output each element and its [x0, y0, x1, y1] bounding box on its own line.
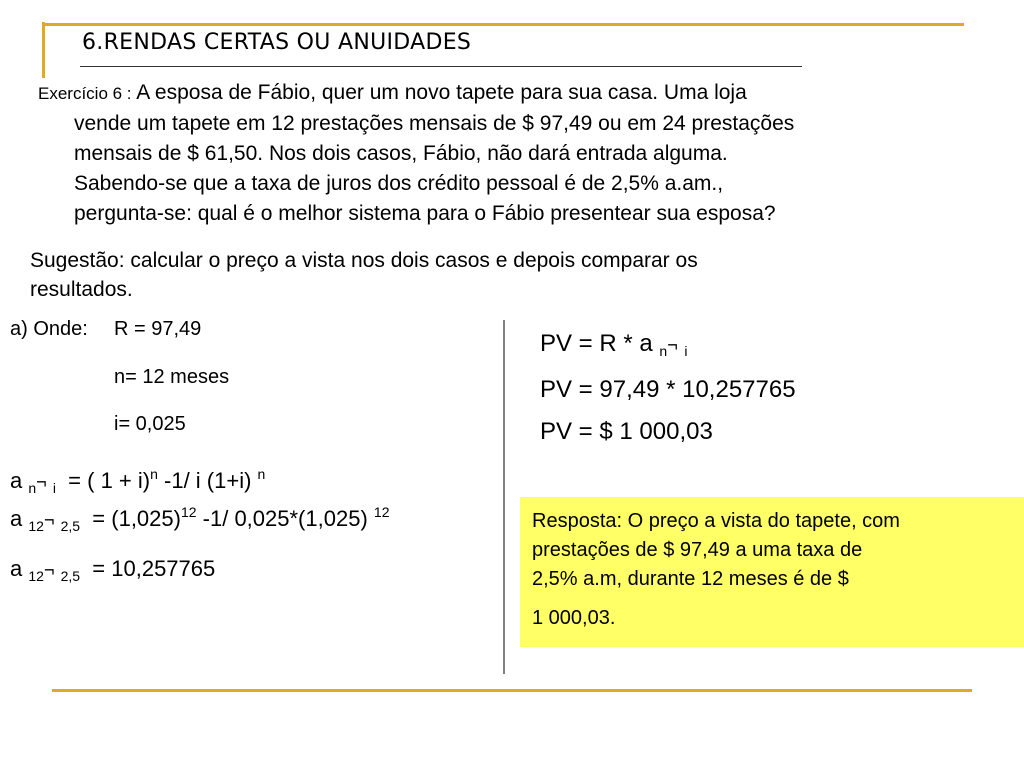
formula-subscript: i: [684, 343, 688, 359]
answer-line: Resposta: O preço a vista do tapete, com: [532, 510, 900, 532]
title-underline: [80, 66, 802, 67]
exercise-text-line: vende um tapete em 12 prestações mensais de $ 97,49 ou em 24 prestações: [74, 112, 795, 135]
pv-formula: [540, 330, 688, 358]
exercise-label: Exercício 6 :: [38, 84, 132, 103]
gold-top-rule: [42, 23, 964, 26]
formula-subscript: n: [659, 343, 668, 359]
gold-bottom-rule: [52, 689, 972, 692]
formula-rhs: -1/ 0,025*(1,025): [196, 506, 368, 531]
pv-formula-main: PV = R * a: [540, 330, 653, 357]
slide-title: 6.RENDAS CERTAS OU ANUIDADES: [82, 30, 472, 55]
formula-subscript: 2,5: [60, 518, 81, 534]
angle-symbol: ¬: [36, 472, 47, 492]
suggestion-text: [30, 246, 890, 304]
suggestion-line: resultados.: [30, 278, 133, 301]
gold-left-rule: [42, 22, 45, 78]
pv-substitution: PV = 97,49 * 10,257765: [540, 376, 796, 403]
answer-line: 1 000,03.: [532, 607, 616, 629]
exercise-text-line: A esposa de Fábio, quer um novo tapete para sua casa. Uma loja: [136, 81, 747, 104]
pv-result: PV = $ 1 000,03: [540, 418, 713, 445]
exercise-text-line: pergunta-se: qual é o melhor sistema para o Fábio presentear sua esposa?: [74, 202, 776, 225]
given-i-value: i= 0,025: [114, 413, 186, 435]
annuity-formula-result: [10, 556, 215, 582]
formula-subscript: 2,5: [60, 568, 81, 584]
answer-box: [520, 497, 1024, 647]
formula-superscript: 12: [373, 504, 390, 520]
angle-symbol: ¬: [43, 560, 55, 580]
formula-symbol: a: [10, 506, 23, 531]
annuity-formula-substituted: [10, 506, 389, 532]
formula-rhs: = (1,025): [92, 506, 181, 531]
formula-rhs: = ( 1 + i): [68, 468, 151, 493]
exercise-text-line: mensais de $ 61,50. Nos dois casos, Fábio, não dará entrada alguma.: [74, 142, 728, 165]
vertical-divider: [503, 320, 505, 674]
formula-rhs: -1/ i (1+i): [157, 468, 252, 493]
given-label: a) Onde:: [10, 318, 88, 340]
formula-subscript: n: [28, 480, 37, 496]
exercise-statement: [38, 78, 978, 229]
suggestion-line: Sugestão: calcular o preço a vista nos dois casos e depois comparar os: [30, 249, 698, 272]
exercise-first-line: [38, 78, 978, 109]
formula-superscript: 12: [180, 504, 197, 520]
formula-symbol: a: [10, 556, 23, 581]
given-r-value: R = 97,49: [114, 318, 202, 340]
answer-line: 2,5% a.m, durante 12 meses é de $: [532, 568, 849, 590]
angle-symbol: ¬: [43, 510, 55, 530]
answer-line: prestações de $ 97,49 a uma taxa de: [532, 539, 863, 561]
formula-subscript: 12: [28, 518, 44, 534]
exercise-text-line: Sabendo-se que a taxa de juros dos crédito pessoal é de 2,5% a.am.,: [74, 172, 724, 195]
formula-superscript: n: [257, 466, 266, 482]
annuity-formula-general: [10, 468, 265, 494]
given-n-value: n= 12 meses: [114, 366, 230, 388]
formula-rhs: = 10,257765: [92, 556, 216, 581]
formula-subscript: i: [52, 480, 56, 496]
formula-superscript: n: [150, 466, 158, 482]
formula-symbol: a: [10, 468, 23, 493]
angle-symbol: ¬: [667, 335, 678, 355]
formula-subscript: 12: [28, 568, 44, 584]
